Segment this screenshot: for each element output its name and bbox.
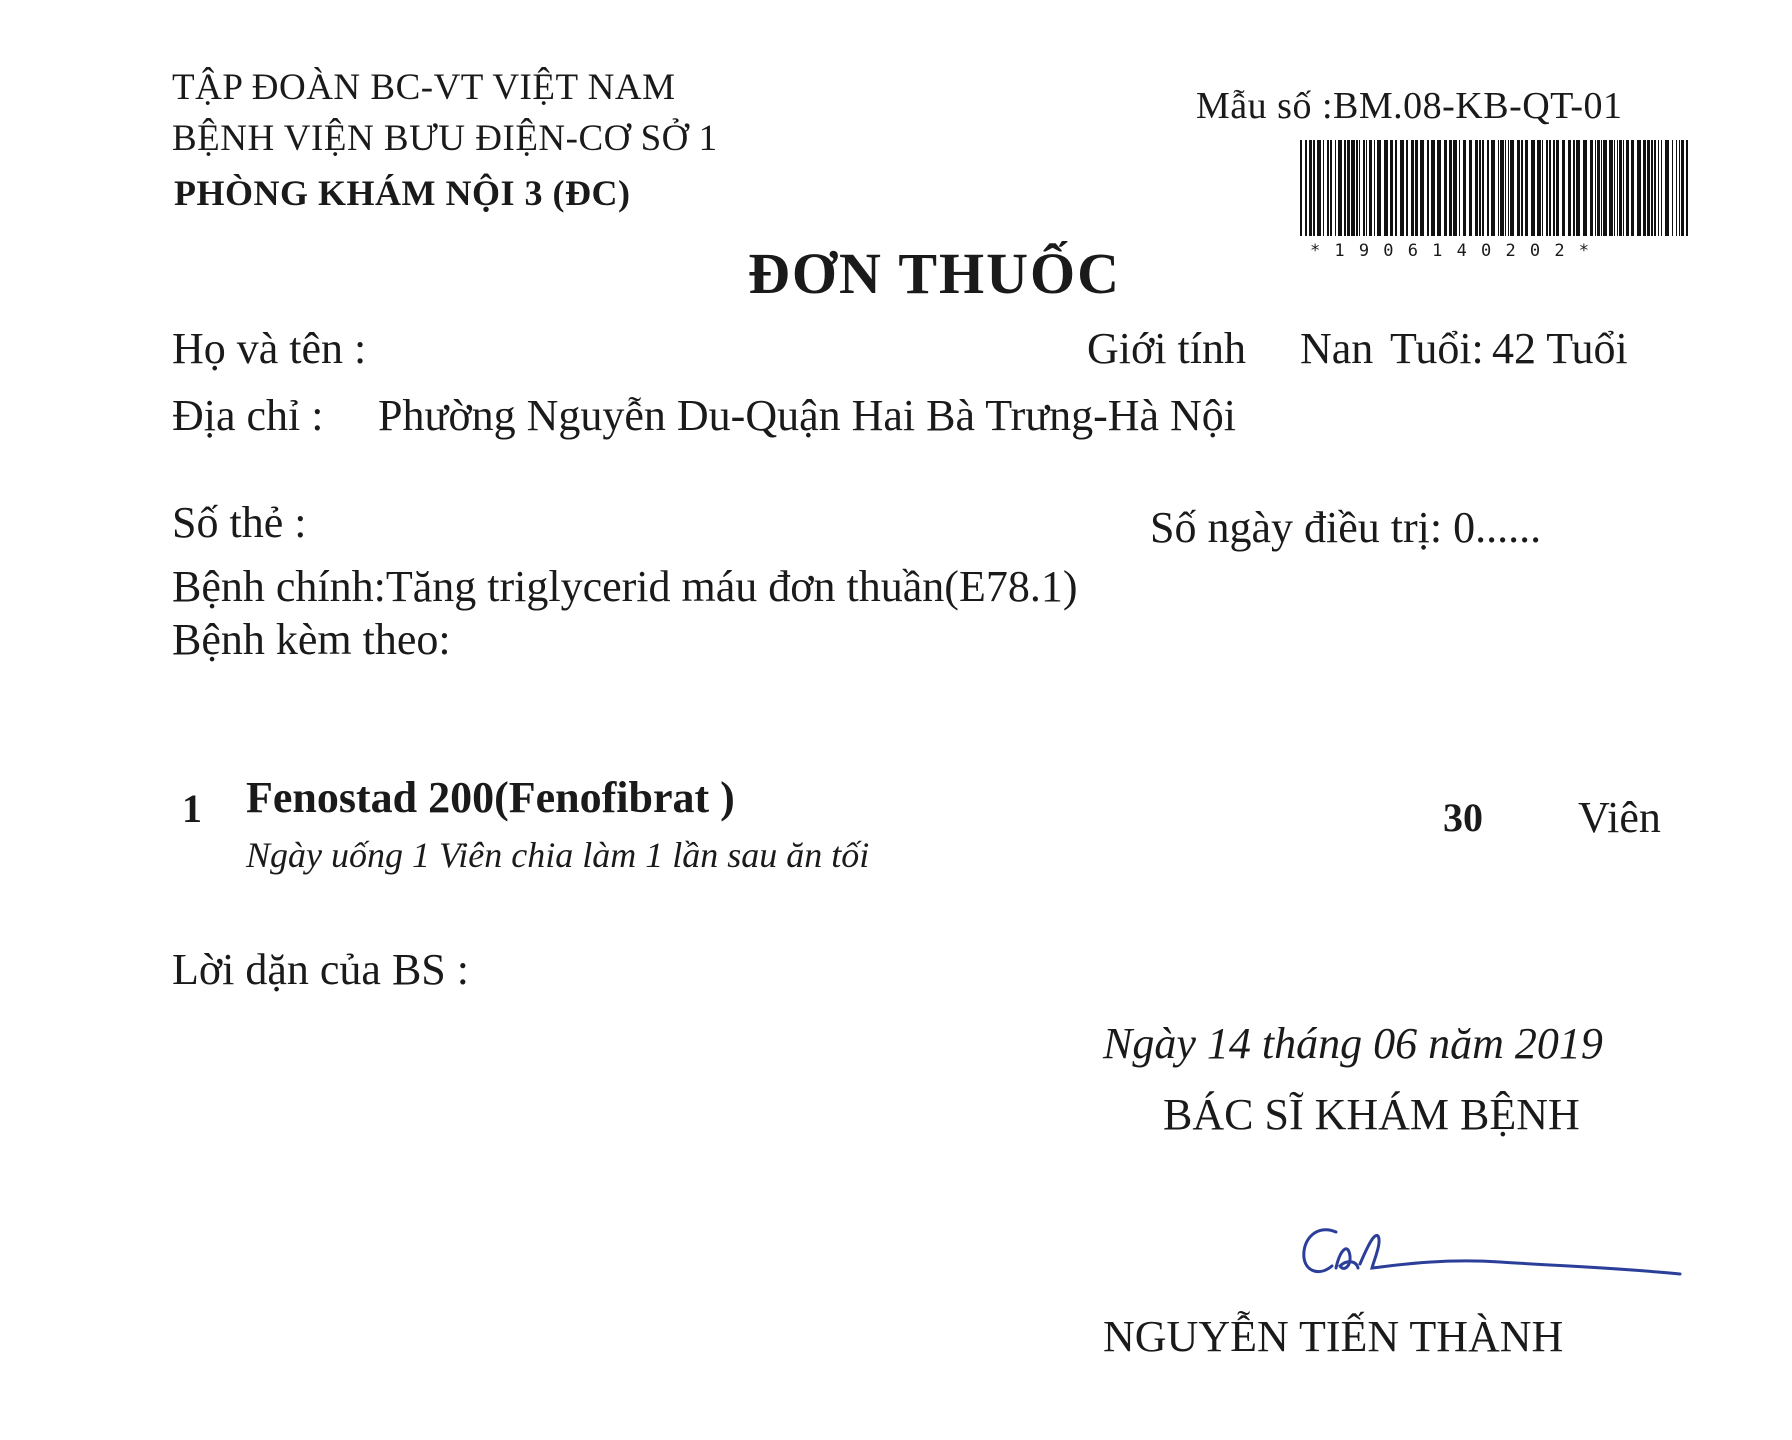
address-value: Phường Nguyễn Du-Quận Hai Bà Trưng-Hà Nội (378, 391, 1237, 440)
hospital-name: BỆNH VIỆN BƯU ĐIỆN-CƠ SỞ 1 (172, 118, 718, 159)
age-value: 42 Tuổi (1492, 324, 1628, 373)
drug-quantity: 30 (1443, 795, 1483, 840)
drug-name: Fenostad 200(Fenofibrat ) (246, 773, 735, 822)
address-label: Địa chỉ : (172, 391, 324, 440)
prescription-date: Ngày 14 tháng 06 năm 2019 (1103, 1019, 1603, 1068)
barcode-bars (1300, 140, 1690, 236)
drug-unit: Viên (1578, 793, 1661, 842)
drug-usage: Ngày uống 1 Viên chia làm 1 lần sau ăn tối (246, 835, 870, 875)
age-label: Tuổi: (1390, 324, 1484, 373)
form-code: Mẫu số :BM.08-KB-QT-01 (1196, 85, 1623, 127)
doctor-note-label: Lời dặn của BS : (172, 945, 469, 994)
organization-name: TẬP ĐOÀN BC-VT VIỆT NAM (172, 67, 676, 108)
main-disease: Bệnh chính:Tăng triglycerid máu đơn thuần(E78.1) (172, 562, 1078, 611)
treatment-days: Số ngày điều trị: 0...... (1150, 503, 1542, 552)
document-title: ĐƠN THUỐC (748, 241, 1122, 306)
department-name: PHÒNG KHÁM NỘI 3 (ĐC) (174, 173, 631, 213)
card-number-label: Số thẻ : (172, 498, 307, 547)
gender-value: Nan (1300, 324, 1374, 373)
gender-label: Giới tính (1087, 324, 1246, 373)
doctor-name: NGUYỄN TIẾN THÀNH (1103, 1312, 1564, 1361)
barcode-number: *1906140202* (1310, 241, 1604, 261)
doctor-role: BÁC SĨ KHÁM BỆNH (1163, 1090, 1580, 1139)
drug-index: 1 (182, 786, 202, 831)
accompanying-disease: Bệnh kèm theo: (172, 615, 451, 664)
barcode (1300, 140, 1690, 236)
patient-name-label: Họ và tên : (172, 324, 367, 373)
